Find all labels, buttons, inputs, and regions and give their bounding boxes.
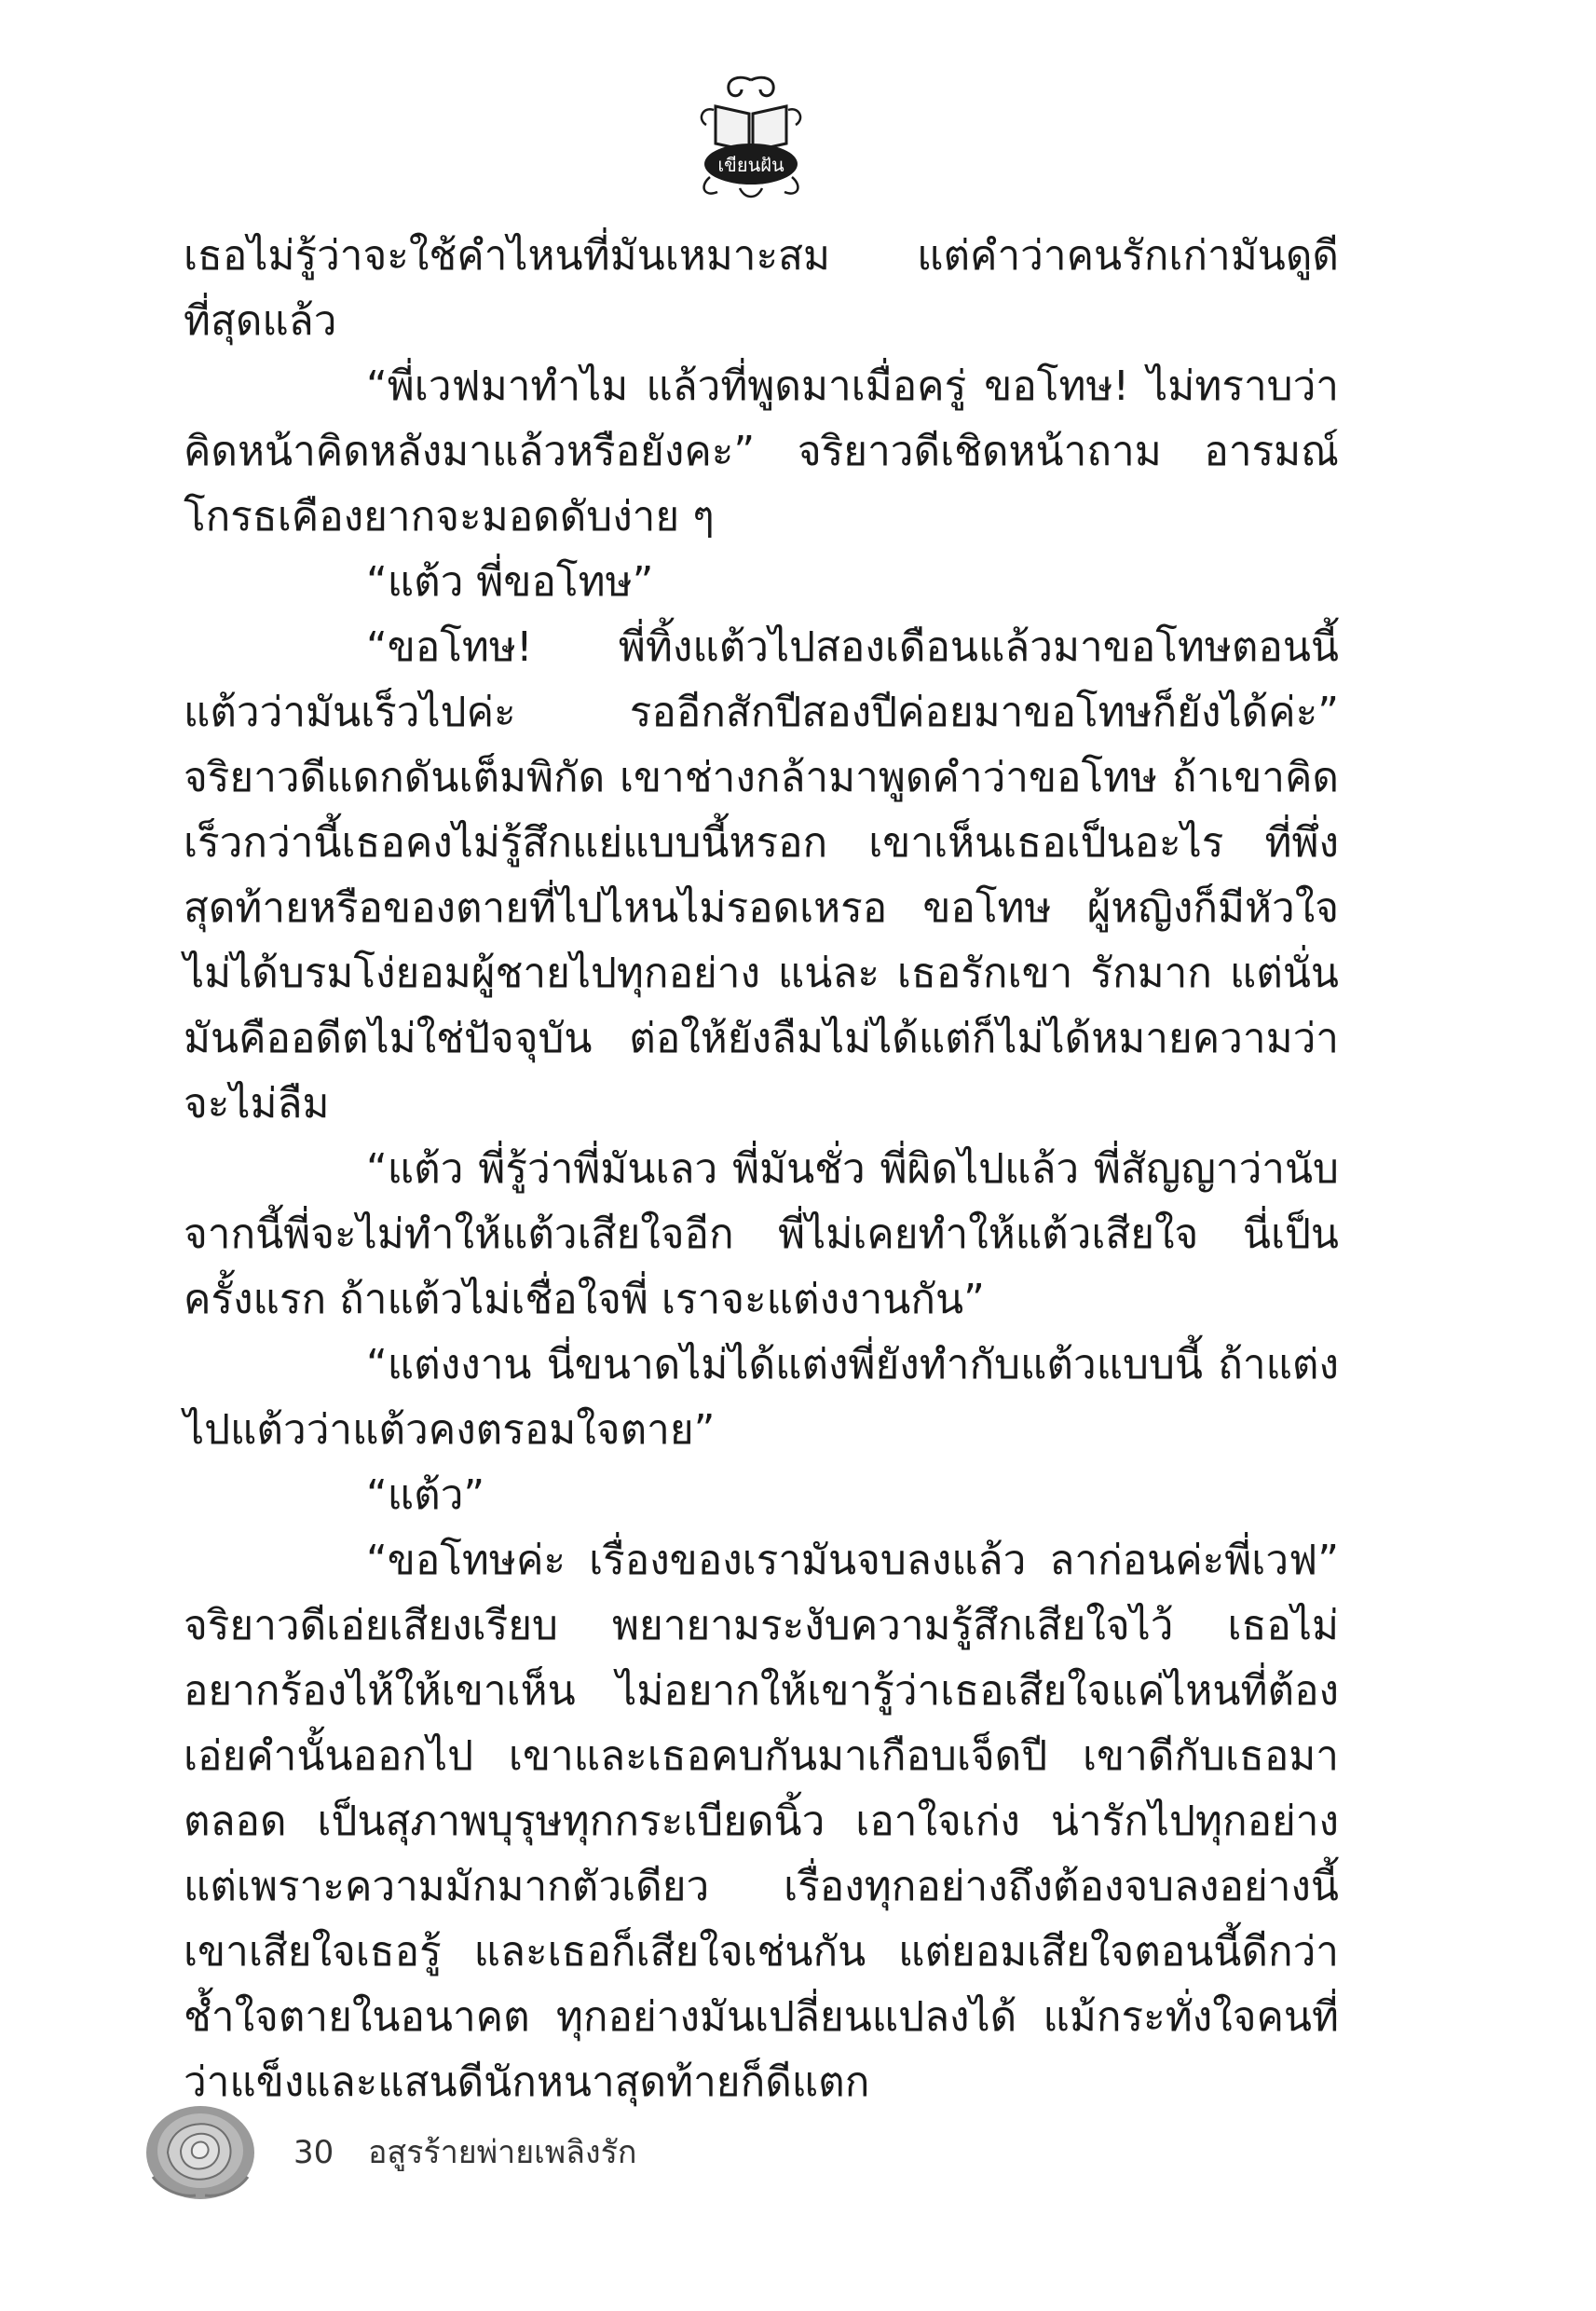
paragraph: เธอไม่รู้ว่าจะใช้คำไหนที่มันเหมาะสม แต่คำว่าคนรักเก่ามันดูดีที่สุดแล้ว (184, 232, 1339, 345)
paragraph: “แต้ว” (366, 1471, 485, 1519)
book-title: อสูรร้ายพ่ายเพลิงรัก (368, 2134, 637, 2171)
paragraph: “ขอโทษ! พี่ทิ้งแต้วไปสองเดือนแล้วมาขอโทษตอนนี้ แต้วว่ามันเร็วไปค่ะ รออีกสักปีสองปีค่อยมาขอโทษก็ยังได้ค่ะ” จริยาวดีแดกดันเต็มพิกัด เขาช่างกล้ามาพูดคำว่าขอโทษ ถ้าเขาคิดเร็วกว่านี้เธอคงไม่รู้สึกแย่แบบนี้หรอก เขาเห็นเธอเป็นอะไร ที่พึ่งสุดท้ายหรือของตายที่ไปไหนไม่รอดเหรอ ขอโทษ ผู้หญิงก็มีหัวใจ ไม่ได้บรมโง่ยอมผู้ชายไปทุกอย่าง แน่ละ เธอรักเขา รักมาก แต่นั่นมันคืออดีตไม่ใช่ปัจจุบัน ต่อให้ยังลืมไม่ได้แต่ก็ไม่ได้หมายความว่าจะไม่ลืม (184, 623, 1339, 1128)
emblem-text: เขียนฝัน (717, 154, 784, 176)
paragraph: “พี่เวฟมาทำไม แล้วที่พูดมาเมื่อครู่ ขอโทษ! ไม่ทราบว่าคิดหน้าคิดหลังมาแล้วหรือยังคะ” จริยาวดีเชิดหน้าถาม อารมณ์โกรธเคืองยากจะมอดดับง่าย ๆ (184, 362, 1339, 540)
rose-icon (140, 2087, 261, 2208)
body-text (184, 224, 1339, 2115)
paragraph: “ขอโทษค่ะ เรื่องของเรามันจบลงแล้ว ลาก่อนค่ะพี่เวฟ” จริยาวดีเอ่ยเสียงเรียบ พยายามระงับความรู้สึกเสียใจไว้ เธอไม่อยากร้องไห้ให้เขาเห็น ไม่อยากให้เขารู้ว่าเธอเสียใจแค่ไหนที่ต้องเอ่ยคำนั้นออกไป เขาและเธอคบกันมาเกือบเจ็ดปี เขาดีกับเธอมาตลอด เป็นสุภาพบุรุษทุกกระเบียดนิ้ว เอาใจเก่ง น่ารักไปทุกอย่าง แต่เพราะความมักมากตัวเดียว เรื่องทุกอย่างถึงต้องจบลงอย่างนี้ เขาเสียใจเธอรู้ และเธอก็เสียใจเช่นกัน แต่ยอมเสียใจตอนนี้ดีกว่าช้ำใจตายในอนาคต ทุกอย่างมันเปลี่ยนแปลงได้ แม้กระทั่งใจคนที่ว่าแข็งและแสนดีนักหนาสุดท้ายก็ดีแตก (184, 1537, 1339, 2106)
page-number: 30 (293, 2134, 334, 2171)
header-emblem-icon (686, 73, 816, 203)
paragraph: “แต้ว พี่รู้ว่าพี่มันเลว พี่มันชั่ว พี่ผิดไปแล้ว พี่สัญญาว่านับจากนี้พี่จะไม่ทำให้แต้วเสียใจอีก พี่ไม่เคยทำให้แต้วเสียใจ นี่เป็นครั้งแรก ถ้าแต้วไม่เชื่อใจพี่ เราจะแต่งงานกัน” (184, 1145, 1339, 1323)
paragraph: “แต่งงาน นี่ขนาดไม่ได้แต่งพี่ยังทำกับแต้วแบบนี้ ถ้าแต่งไปแต้วว่าแต้วคงตรอมใจตาย” (184, 1341, 1339, 1454)
page-footer (140, 2087, 978, 2227)
paragraph: “แต้ว พี่ขอโทษ” (366, 558, 654, 606)
